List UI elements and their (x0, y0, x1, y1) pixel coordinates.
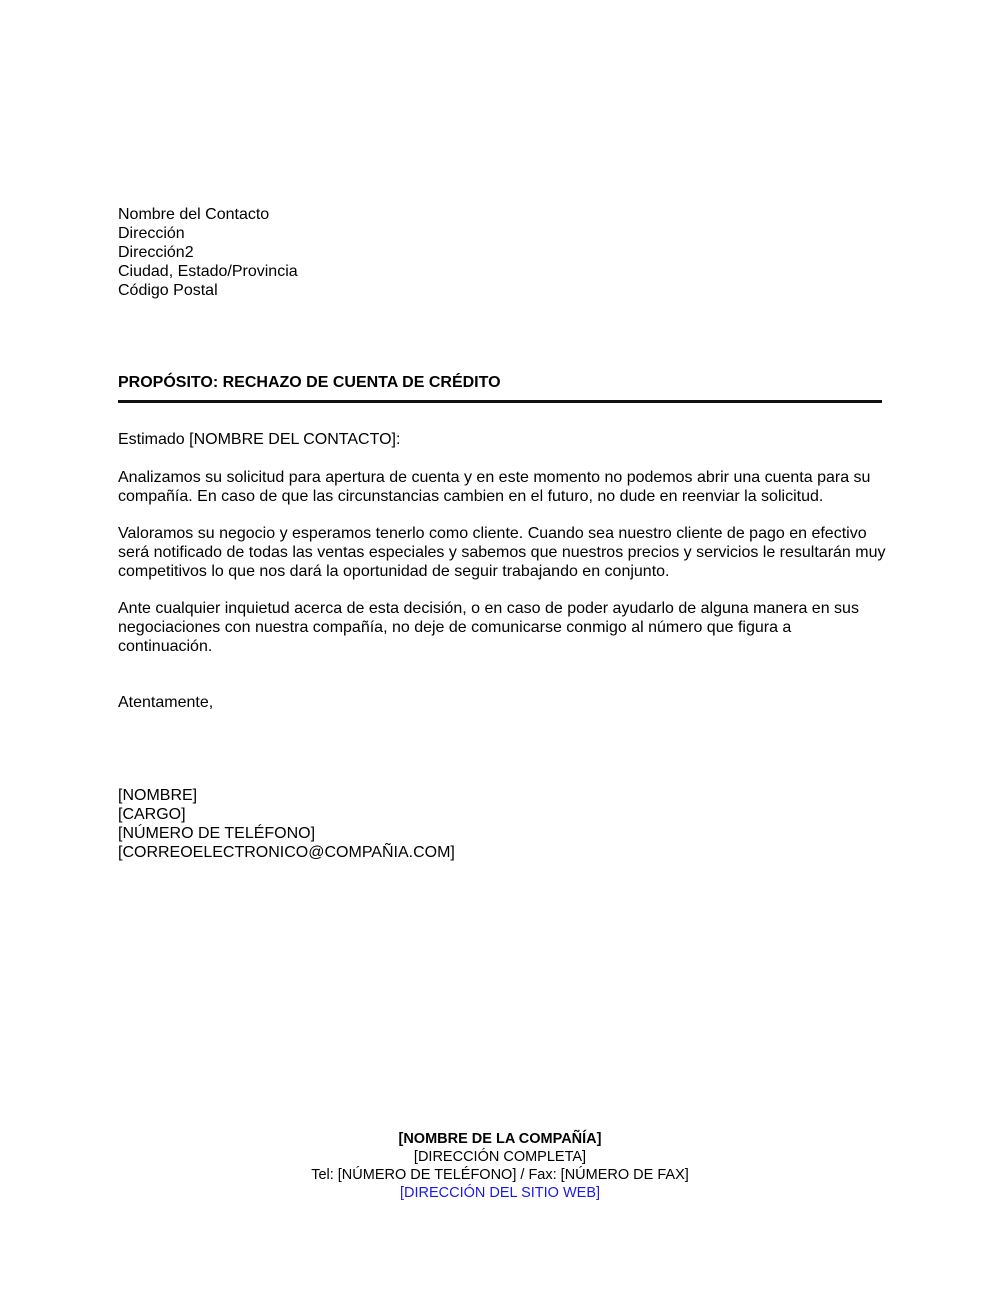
body-paragraph-1 (118, 468, 888, 506)
signer-phone: [NÚMERO DE TELÉFONO] (118, 825, 316, 842)
recipient-address-line-1: Dirección (118, 225, 185, 242)
salutation: Estimado [NOMBRE DEL CONTACTO]: (118, 431, 401, 448)
footer-website-link[interactable]: [DIRECCIÓN DEL SITIO WEB] (399, 1185, 601, 1201)
recipient-postal-code: Código Postal (118, 282, 218, 299)
footer-company-name: [NOMBRE DE LA COMPAÑÍA] (398, 1131, 602, 1147)
body-paragraph-3 (118, 599, 888, 656)
signer-title: [CARGO] (118, 806, 186, 823)
closing: Atentamente, (118, 694, 214, 711)
signer-name: [NOMBRE] (118, 787, 198, 804)
subject-heading: PROPÓSITO: RECHAZO DE CUENTA DE CRÉDITO (118, 374, 501, 391)
paragraph-text: Analizamos su solicitud para apertura de cuenta y en este momento no podemos abrir una cuenta para su compañía. En caso de que las circunstancias cambien en el futuro, no dude en reenviar la solicitud. (118, 469, 871, 505)
subject-divider (118, 400, 882, 403)
body-paragraph-2 (118, 524, 888, 581)
footer-address: [DIRECCIÓN COMPLETA] (413, 1149, 587, 1165)
footer-contact-numbers: Tel: [NÚMERO DE TELÉFONO] / Fax: [NÚMERO DE FAX] (311, 1167, 689, 1183)
signer-email: [CORREOELECTRONICO@COMPAÑIA.COM] (118, 844, 455, 861)
recipient-city-state: Ciudad, Estado/Provincia (118, 263, 298, 280)
recipient-address-line-2: Dirección2 (118, 244, 194, 261)
paragraph-text: Valoramos su negocio y esperamos tenerlo como cliente. Cuando sea nuestro cliente de pago en efectivo será notificado de todas las ventas especiales y sabemos que nuestros precios y servicios le resultarán muy competitivos lo que nos dará la oportunidad de seguir trabajando en conjunto. (118, 525, 886, 580)
signature-block (118, 786, 455, 862)
recipient-address-block (118, 205, 298, 300)
recipient-name: Nombre del Contacto (118, 206, 270, 223)
paragraph-text: Ante cualquier inquietud acerca de esta decisión, o en caso de poder ayudarlo de alguna manera en sus negociaciones con nuestra compañía, no deje de comunicarse conmigo al número que figura a continuación. (118, 600, 859, 655)
company-footer (0, 1130, 1000, 1202)
